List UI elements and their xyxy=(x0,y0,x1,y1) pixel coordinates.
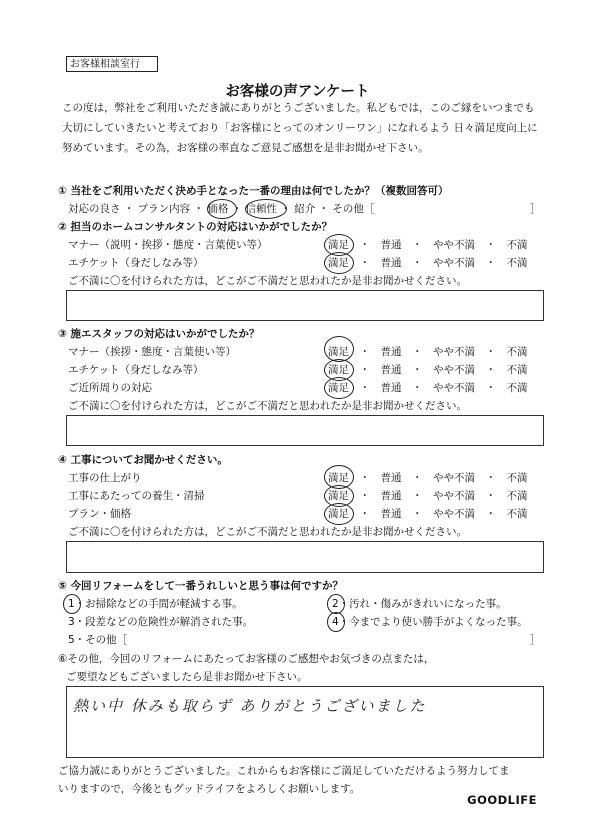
hand-circle-q2-etiquette xyxy=(324,252,354,274)
closing-line1: ご協力誠にありがとうございました。これからもお客様にご満足していただけるよう努力してま xyxy=(58,765,510,777)
q1-options: 対応の良さ ・ プラン内容 ・ 価格 ・ 信頼性 ・ 紹介 ・ その他［ xyxy=(68,203,375,215)
q2-row-etiquette: エチケット（身だしなみ等） xyxy=(68,257,204,269)
q3-row-manner-options: 満足 ・ 普通 ・ やや不満 ・ 不満 xyxy=(328,346,528,358)
q3-row-etiquette: エチケット（身だしなみ等） xyxy=(68,364,204,376)
q4-row-cleaning-options: 満足 ・ 普通 ・ やや不満 ・ 不満 xyxy=(328,490,528,502)
q2-title: ② 担当のホームコンサルタントの対応はいかがでしたか？ xyxy=(58,221,333,233)
survey-title: お客様の声アンケート xyxy=(225,84,370,100)
q5-bracket-close: ］ xyxy=(530,634,541,646)
q4-note: ご不満に〇を付けられた方は，どこがご不満だと思われたか是非お聞かせください。 xyxy=(68,526,467,538)
q6-handwritten-comment: 熱い中 休みも取らず ありがとうございました xyxy=(73,697,427,715)
hand-circle-q3-neighbors xyxy=(324,377,354,399)
closing-line2: いりますので，今後ともグッドライフをよろしくお願いします。 xyxy=(58,783,361,795)
intro-paragraph: この度は，弊社をご利用いただき誠にありがとうございました。私どもでは，このご縁をいつまでも 大切にしていきたいと考えており「お客様にとってのオンリーワン」になれるよう 日々満足度向上に努めています。その為，お客様の率直なご意見ご感想を是非お聞かせ下さい。 xyxy=(62,102,538,154)
q2-row-manner-options: 満足 ・ 普通 ・ やや不満 ・ 不満 xyxy=(328,239,528,251)
q6-title-line2: ご要望などもございましたら是非お聞かせ下さい。 xyxy=(66,671,308,683)
hand-circle-q5-1 xyxy=(63,594,81,614)
q2-comment-box[interactable] xyxy=(66,290,544,321)
q5-option-3: 3・段差などの危険性が解消された事。 xyxy=(68,616,254,628)
q5-option-5: 5・その他［ xyxy=(68,634,128,646)
q2-row-etiquette-options: 満足 ・ 普通 ・ やや不満 ・ 不満 xyxy=(328,257,528,269)
q1-title: ① 当社をご利用いただく決め手となった一番の理由は何でしたか？（複数回答可） xyxy=(58,185,449,197)
hand-circle-price xyxy=(207,199,237,219)
q1-bracket-close: ］ xyxy=(530,203,541,215)
hand-circle-q5-4 xyxy=(327,612,345,632)
hand-circle-q4-plan-price xyxy=(324,503,354,525)
q3-title: ③ 施エスタッフの対応はいかがでしたか？ xyxy=(58,328,260,340)
hand-circle-trust xyxy=(245,199,287,219)
q2-row-manner: マナー（説明・挨拶・態度・言葉使い等） xyxy=(68,239,268,251)
q3-note: ご不満に〇を付けられた方は，どこがご不満だと思われたか是非お聞かせください。 xyxy=(68,400,467,412)
q6-comment-box[interactable] xyxy=(66,686,544,758)
q4-row-finish-options: 満足 ・ 普通 ・ やや不満 ・ 不満 xyxy=(328,472,528,484)
q6-title-line1: ⑥その他，今回のリフォームにあたってお客様のご感想やお気づきの点または， xyxy=(58,653,435,665)
q5-title: ⑤ 今回リフォームをして一番うれしいと思う事は何ですか？ xyxy=(58,580,344,592)
q4-row-plan-price: プラン・価格 xyxy=(68,508,131,520)
q4-row-finish: 工事の仕上がり xyxy=(68,472,142,484)
q3-row-manner: マナー（挨拶・態度・言葉使い等） xyxy=(68,346,236,358)
goodlife-logo: GOODLIFE xyxy=(467,793,537,807)
q3-comment-box[interactable] xyxy=(66,415,544,446)
q4-row-cleaning: 工事にあたっての養生・清掃 xyxy=(68,490,205,502)
q3-row-etiquette-options: 満足 ・ 普通 ・ やや不満 ・ 不満 xyxy=(328,364,528,376)
q4-title: ④ 工事についてお聞かせください。 xyxy=(58,454,228,466)
q5-option-1: 1・お掃除などの手間が軽減する事。 xyxy=(68,598,243,610)
q4-comment-box[interactable] xyxy=(66,541,544,573)
q4-row-plan-price-options: 満足 ・ 普通 ・ やや不満 ・ 不満 xyxy=(328,508,528,520)
hand-circle-q5-2 xyxy=(327,594,345,614)
q2-note: ご不満に〇を付けられた方は，どこがご不満だと思われたか是非お聞かせください。 xyxy=(68,275,467,287)
department-label: お客様相談室行 xyxy=(66,56,158,72)
q5-option-2: 2・汚れ・傷みがきれいになった事。 xyxy=(332,598,507,610)
q5-option-4: 4・今までより使い勝手がよくなった事。 xyxy=(332,616,528,628)
q3-row-neighbors-options: 満足 ・ 普通 ・ やや不満 ・ 不満 xyxy=(328,382,528,394)
q3-row-neighbors: ご近所周りの対応 xyxy=(68,382,152,394)
